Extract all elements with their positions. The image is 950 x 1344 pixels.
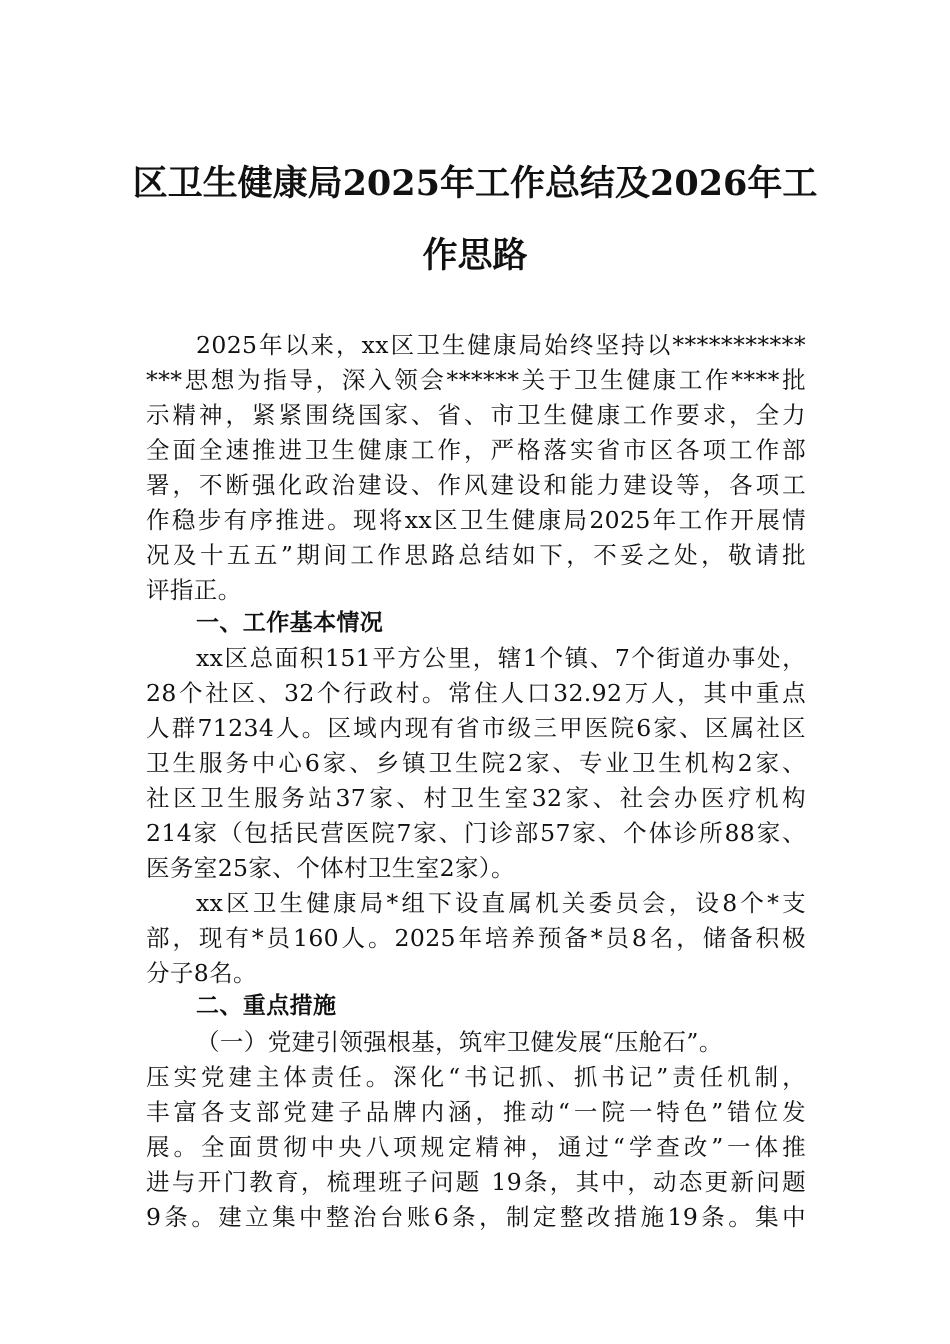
document-title-line2: 作思路: [422, 235, 528, 276]
intro-paragraph-line: 署，不断强化政治建设、作风建设和能力建设等，各项工: [146, 471, 806, 499]
section-heading-basic-situation: 一、工作基本情况: [196, 610, 384, 636]
intro-paragraph-line: 作稳步有序推进。现将xx区卫生健康局2025年工作开展情: [146, 506, 806, 534]
basic-situation-line: 28个社区、32个行政村。常住人口32.92万人，其中重点: [146, 679, 806, 707]
intro-paragraph-line: 评指正。: [146, 576, 242, 604]
basic-situation-line: xx区总面积151平方公里，辖1个镇、7个街道办事处，: [196, 644, 806, 672]
intro-paragraph-line: 2025年以来，xx区卫生健康局始终坚持以***********: [196, 331, 806, 359]
basic-situation-line: 社区卫生服务站37家、村卫生室32家、社会办医疗机构: [146, 784, 806, 812]
intro-paragraph-line: ***思想为指导，深入领会******关于卫生健康工作****批: [146, 366, 806, 394]
subsection-heading-party-building: （一）党建引领强根基，筑牢卫健发展“压舱石”。: [196, 1028, 723, 1056]
party-organization-line: 分子8名。: [146, 959, 257, 987]
intro-paragraph-line: 示精神，紧紧围绕国家、省、市卫生健康工作要求，全力: [146, 401, 806, 429]
intro-paragraph-line: 况及十五五”期间工作思路总结如下，不妥之处，敬请批: [146, 541, 806, 569]
party-organization-line: 部，现有*员160人。2025年培养预备*员8名，储备积极: [146, 924, 806, 952]
intro-paragraph-line: 全面全速推进卫生健康工作，严格落实省市区各项工作部: [146, 436, 806, 464]
party-building-line: 展。全面贯彻中央八项规定精神，通过“学查改”一体推: [146, 1133, 806, 1161]
basic-situation-line: 214家（包括民营医院7家、门诊部57家、个体诊所88家、: [146, 819, 806, 847]
party-building-line: 压实党建主体责任。深化“书记抓、抓书记”责任机制，: [146, 1063, 806, 1091]
party-building-line: 进与开门教育，梳理班子问题 19条，其中，动态更新问题: [146, 1168, 806, 1196]
basic-situation-line: 医务室25家、个体村卫生室2家）。: [146, 854, 515, 882]
party-building-line: 丰富各支部党建子品牌内涵，推动“一院一特色”错位发: [146, 1098, 806, 1126]
section-heading-key-measures: 二、重点措施: [196, 993, 337, 1019]
party-building-line: 9条。建立集中整治台账6条，制定整改措施19条。集中: [146, 1203, 806, 1231]
party-organization-line: xx区卫生健康局*组下设直属机关委员会，设8个*支: [196, 889, 806, 917]
basic-situation-line: 卫生服务中心6家、乡镇卫生院2家、专业卫生机构2家、: [146, 749, 806, 777]
basic-situation-line: 人群71234人。区域内现有省市级三甲医院6家、区属社区: [146, 714, 806, 742]
document-title-line1: 区卫生健康局2025年工作总结及2026年工: [132, 163, 818, 204]
